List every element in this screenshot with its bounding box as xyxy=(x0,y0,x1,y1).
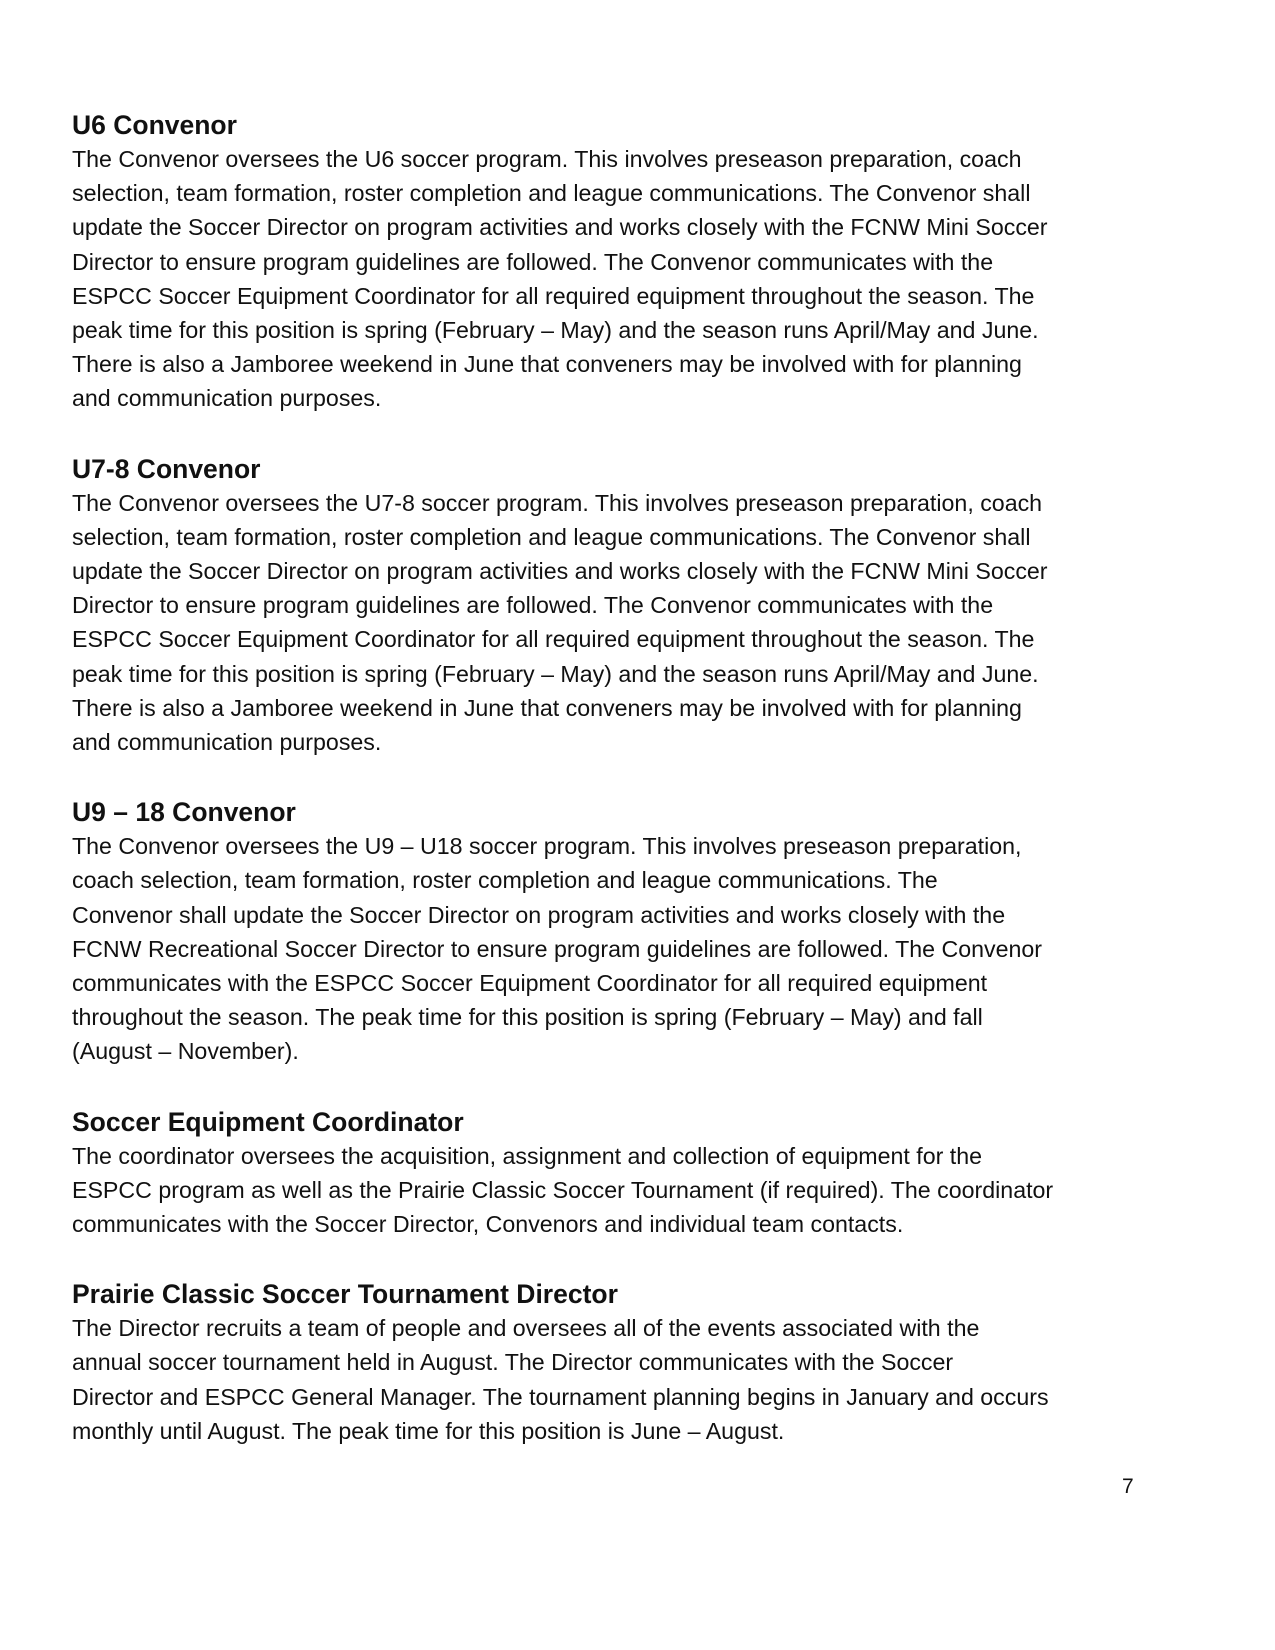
body-line: The Director recruits a team of people and oversees all of the events associated with the xyxy=(72,1315,980,1342)
body-line: There is also a Jamboree weekend in June that conveners may be involved with for planning xyxy=(72,351,1022,378)
document-page xyxy=(72,108,1162,1484)
section-title: Prairie Classic Soccer Tournament Director xyxy=(72,1279,618,1310)
body-line: throughout the season. The peak time for this position is spring (February – May) and fall xyxy=(72,1004,983,1031)
body-line: selection, team formation, roster completion and league communications. The Convenor shall xyxy=(72,180,1031,207)
body-line: monthly until August. The peak time for this position is June – August. xyxy=(72,1417,785,1444)
body-line: The Convenor oversees the U6 soccer program. This involves preseason preparation, coach xyxy=(72,146,1022,172)
section-title: U9 – 18 Convenor xyxy=(72,797,296,828)
body-line: Director to ensure program guidelines are followed. The Convenor communicates with the xyxy=(72,248,994,275)
body-line: communicates with the ESPCC Soccer Equipment Coordinator for all required equipment xyxy=(72,970,988,997)
body-line: peak time for this position is spring (February – May) and the season runs April/May and June. xyxy=(72,660,1039,687)
section-body xyxy=(72,1311,1162,1448)
section-body xyxy=(72,1139,1162,1242)
body-line: Director and ESPCC General Manager. The tournament planning begins in January and occurs xyxy=(72,1383,1049,1410)
section-soccer-equipment-coordinator xyxy=(72,1105,1162,1242)
section-title: Soccer Equipment Coordinator xyxy=(72,1106,464,1137)
body-line: update the Soccer Director on program activities and works closely with the FCNW Mini Soccer xyxy=(72,214,1048,241)
section-u7-8-convenor xyxy=(72,452,1162,760)
section-u9-18-convenor xyxy=(72,795,1162,1068)
body-line: coach selection, team formation, roster completion and league communications. The xyxy=(72,867,938,894)
section-title: U6 Convenor xyxy=(72,110,237,140)
body-line: The coordinator oversees the acquisition, assignment and collection of equipment for the xyxy=(72,1142,982,1169)
body-line: There is also a Jamboree weekend in June that conveners may be involved with for planning xyxy=(72,694,1022,721)
page-number: 7 xyxy=(1122,1475,1134,1498)
section-tournament-director xyxy=(72,1277,1162,1448)
body-line: The Convenor oversees the U9 – U18 soccer program. This involves preseason preparation, xyxy=(72,833,1022,860)
body-line: The Convenor oversees the U7-8 soccer program. This involves preseason preparation, coach xyxy=(72,489,1043,516)
body-line: Director to ensure program guidelines are followed. The Convenor communicates with the xyxy=(72,592,994,619)
body-line: Convenor shall update the Soccer Director on program activities and works closely with the xyxy=(72,901,1006,928)
section-body xyxy=(72,829,1162,1068)
body-line: communicates with the Soccer Director, Convenors and individual team contacts. xyxy=(72,1211,904,1238)
body-line: ESPCC Soccer Equipment Coordinator for all required equipment throughout the season. The xyxy=(72,626,1035,653)
section-body xyxy=(72,486,1162,760)
section-u6-convenor xyxy=(72,108,1162,416)
body-line: ESPCC program as well as the Prairie Classic Soccer Tournament (if required). The coordinator xyxy=(72,1176,1054,1203)
body-line: selection, team formation, roster completion and league communications. The Convenor shall xyxy=(72,523,1031,550)
body-line: annual soccer tournament held in August. The Director communicates with the Soccer xyxy=(72,1349,954,1376)
body-line: and communication purposes. xyxy=(72,385,382,412)
section-body xyxy=(72,142,1162,416)
body-line: ESPCC Soccer Equipment Coordinator for all required equipment throughout the season. The xyxy=(72,282,1035,309)
section-title: U7-8 Convenor xyxy=(72,453,261,484)
body-line: (August – November). xyxy=(72,1038,299,1065)
body-line: peak time for this position is spring (February – May) and the season runs April/May and June. xyxy=(72,317,1039,344)
body-line: update the Soccer Director on program activities and works closely with the FCNW Mini Soccer xyxy=(72,558,1048,585)
body-line: and communication purposes. xyxy=(72,729,382,756)
body-line: FCNW Recreational Soccer Director to ensure program guidelines are followed. The Convenor xyxy=(72,935,1043,962)
